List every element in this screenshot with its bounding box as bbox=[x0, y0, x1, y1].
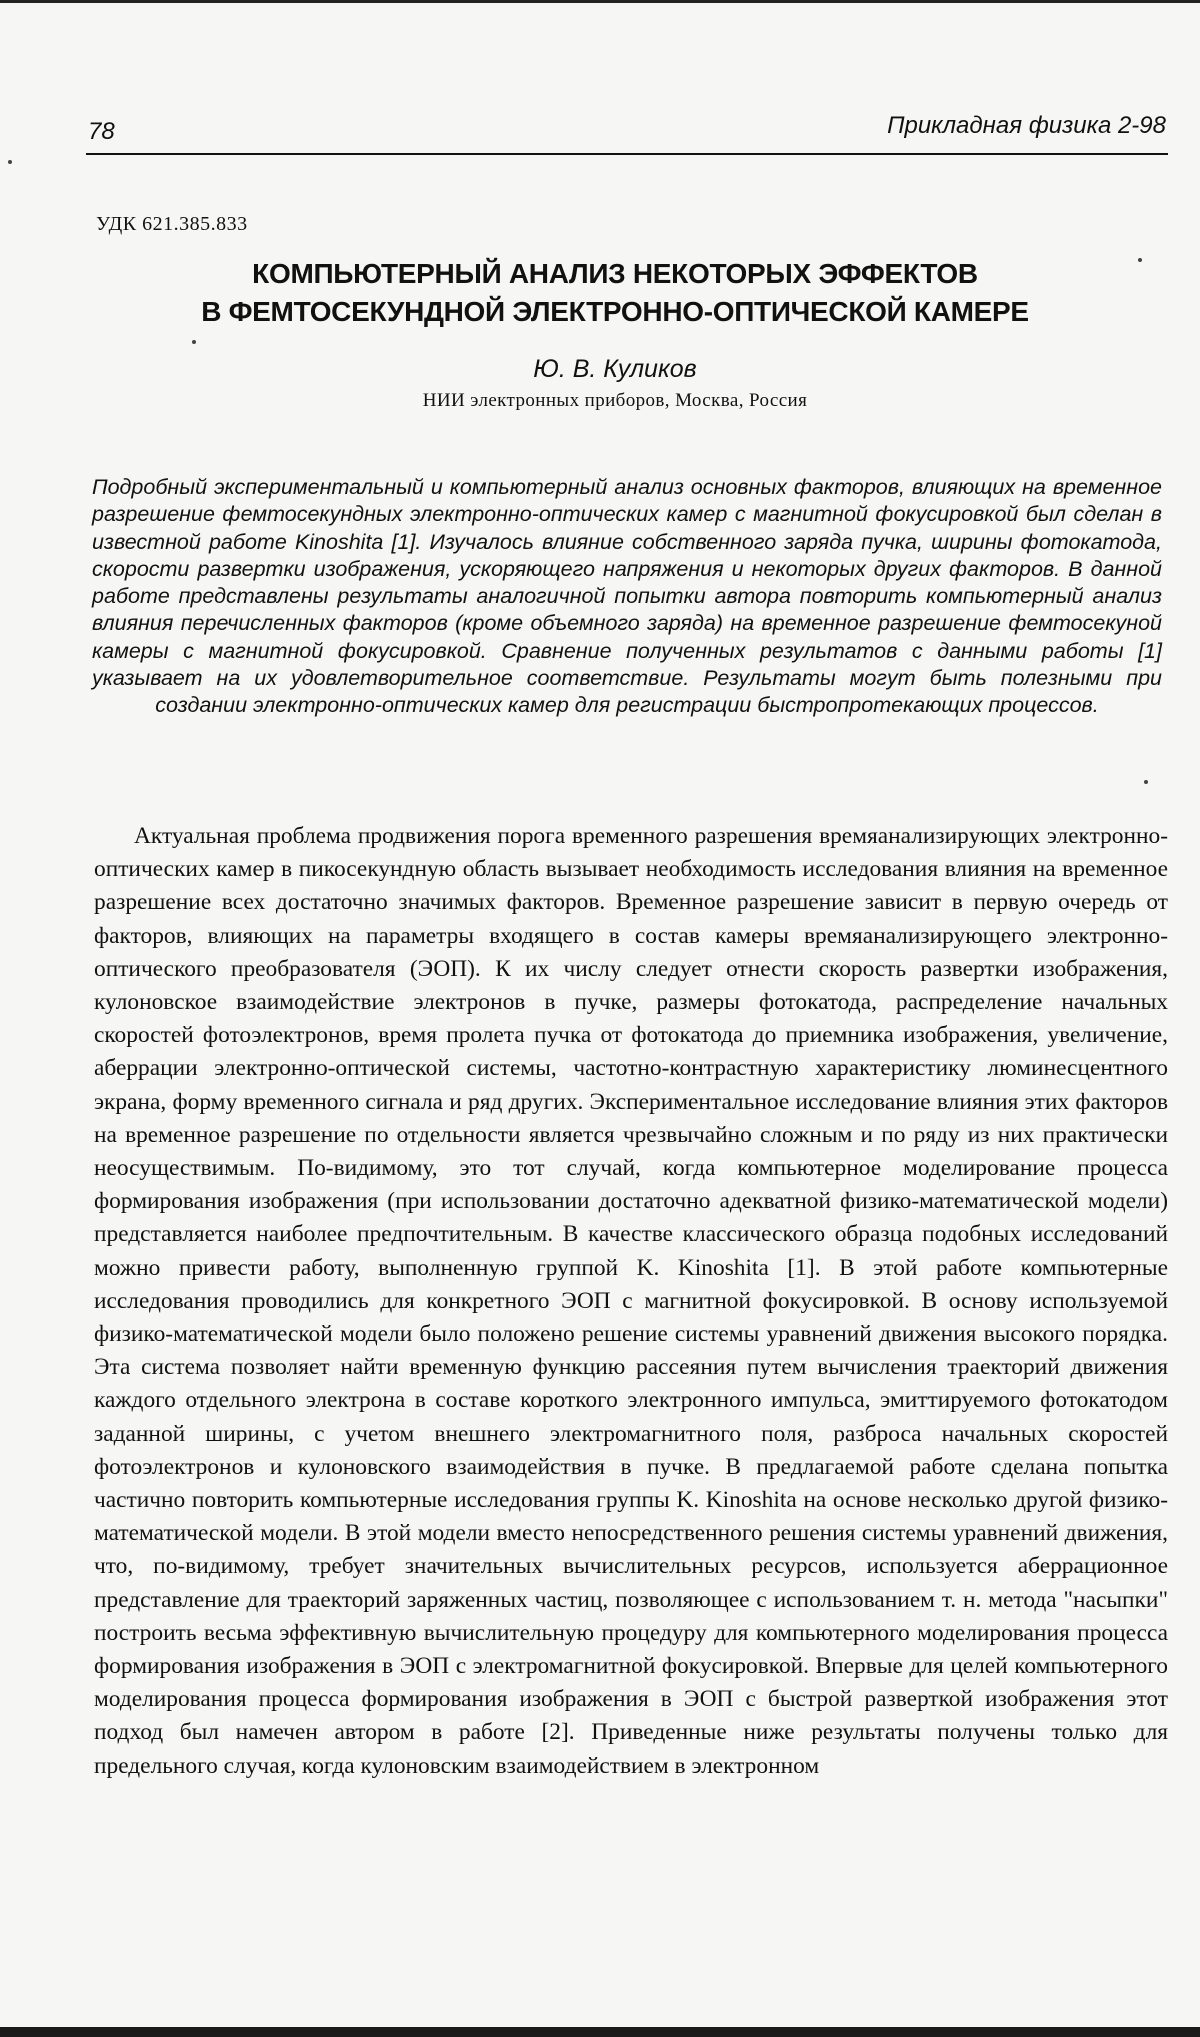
scan-top-edge bbox=[0, 0, 1200, 3]
scan-bottom-edge bbox=[0, 2027, 1200, 2037]
running-header bbox=[88, 112, 1166, 152]
header-rule bbox=[86, 153, 1168, 155]
body-paragraph: Актуальная проблема продвижения порога временного разрешения времяанализирующих электронно-оптических камер в пикосекундную область вызывает необходимость исследования влияния на временное разрешение всех достаточно значимых факторов. Временное разрешение зависит в первую очередь от факторов, влияющих на параметры входящего в состав камеры времяанализирующего электронно-оптического преобразователя (ЭОП). К их числу следует отнести скорость развертки изображения, кулоновское взаимодействие электронов в пучке, размеры фотокатода, распределение начальных скоростей фотоэлектронов, время пролета пучка от фотокатода до приемника изображения, увеличение, аберрации электронно-оптической системы, частотно-контрастную характеристику люминесцентного экрана, форму временного сигнала и ряд других. Экспериментальное исследование влияния этих факторов на временное разрешение по отдельности является чрезвычайно сложным и по ряду из них практически неосуществимым. По-видимому, это тот случай, когда компьютерное моделирование процесса формирования изображения (при использовании достаточно адекватной физико-математической модели) представляется наиболее предпочтительным. В качестве классического образца подобных исследований можно привести работу, выполненную группой K. Kinoshita [1]. В этой работе компьютерные исследования проводились для конкретного ЭОП с магнитной фокусировкой. В основу используемой физико-математической модели было положено решение системы уравнений движения высокого порядка. Эта система позволяет найти временную функцию рассеяния путем вычисления траекторий движения каждого отдельного электрона в составе короткого электронного импульса, эмиттируемого фотокатодом заданной ширины, с учетом внешнего электромагнитного поля, разброса начальных скоростей фотоэлектронов и кулоновского взаимодействия в пучке. В предлагаемой работе сделана попытка частично повторить компьютерные исследования группы K. Kinoshita на основе несколько другой физико-математической модели. В этой модели вместо непосредственного решения системы уравнений движения, что, по-видимому, требует значительных вычислительных ресурсов, используется аберрационное представление для траекторий заряженных частиц, позволяющее с использованием т. н. метода "насыпки" построить весьма эффективную вычислительную процедуру для компьютерного моделирования процесса формирования изображения в ЭОП с электромагнитной фокусировкой. Впервые для целей компьютерного моделирования процесса формирования изображения в ЭОП с быстрой разверткой изображения этот подход был намечен автором в работе [2]. Приведенные ниже результаты получены только для предельного случая, когда кулоновским взаимодействием в электронном bbox=[94, 823, 1168, 1779]
author-name: Ю. В. Куликов bbox=[533, 355, 697, 383]
title-line-1: КОМПЬЮТЕРНЫЙ АНАЛИЗ НЕКОТОРЫХ ЭФФЕКТОВ bbox=[252, 258, 978, 289]
udc-code: УДК 621.385.833 bbox=[96, 213, 248, 235]
article-title bbox=[100, 255, 1130, 331]
scan-speck bbox=[1144, 780, 1148, 784]
scan-speck bbox=[1138, 258, 1142, 262]
scan-speck bbox=[8, 160, 12, 164]
page-number: 78 bbox=[88, 118, 115, 145]
journal-name: Прикладная физика 2-98 bbox=[887, 112, 1166, 139]
scan-speck bbox=[192, 340, 196, 344]
title-line-2: В ФЕМТОСЕКУНДНОЙ ЭЛЕКТРОННО-ОПТИЧЕСКОЙ КАМЕРЕ bbox=[201, 296, 1029, 327]
author-affiliation: НИИ электронных приборов, Москва, Россия bbox=[422, 390, 808, 411]
abstract: Подробный экспериментальный и компьютерный анализ основных факторов, влияющих на временное разрешение фемтосекундных электронно-оптических камер с магнитной фокусировкой был сделан в известной работе Kinoshita [1]. Изучалось влияние собственного заряда пучка, ширины фотокатода, скорости развертки изображения, ускоряющего напряжения и некоторых других факторов. В данной работе представлены результаты аналогичной попытки автора повторить компьютерный анализ влияния перечисленных факторов (кроме объемного заряда) на временное разрешение фемтосекуной камеры с магнитной фокусировкой. Сравнение полученных результатов с данными работы [1] указывает на их удовлетворительное соответствие. Результаты могут быть полезными при создании электронно-оптических камер для регистрации быстропротекающих процессов. bbox=[92, 475, 1162, 718]
